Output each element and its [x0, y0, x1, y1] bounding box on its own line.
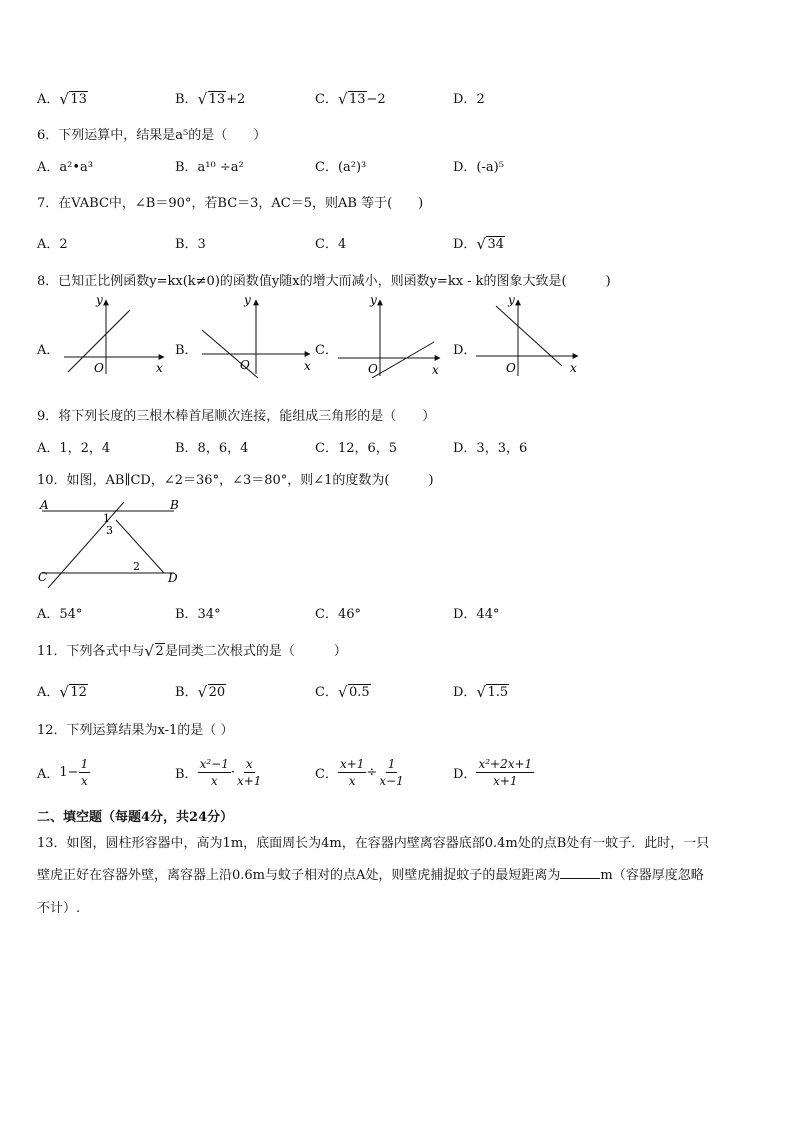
q8-option-c-letter: C． [315, 343, 338, 358]
q10-option-a: A．54° [37, 607, 83, 622]
q6-option-c: C．(a²)³ [315, 160, 367, 175]
angle-2: 2 [133, 560, 140, 573]
q8-graph-a [60, 292, 172, 378]
q7-stem: 7．在VABC中，∠B＝90°，若BC＝3，AC＝5，则AB 等于( ) [37, 196, 424, 211]
q8-graph-c [336, 292, 448, 378]
q8-b-x-label: x [304, 359, 311, 373]
q8-c-origin: O [368, 362, 378, 376]
q6-option-b: B．a¹⁰ ÷a² [175, 160, 244, 175]
q8-option-b-letter: B． [175, 343, 198, 358]
q10-option-c: C．46° [315, 607, 361, 622]
q8-b-origin: O [240, 358, 250, 372]
q12-option-a: A． 1− $\frac{1}{x}$ [37, 756, 89, 788]
q5-option-b: B．√ 13+2 [175, 88, 245, 107]
label-b: B [170, 498, 179, 512]
q13-line-3: 不计）. [37, 901, 81, 916]
q5-option-a: A．√ 13 [37, 88, 88, 107]
q7-option-a: A．2 [37, 237, 68, 252]
segment [116, 520, 164, 573]
q8-c-y-label: y [370, 293, 377, 307]
q8-stem: 8．已知正比例函数y=kx(k≠0)的函数值y随x的增大而减小，则函数y=kx - k的图象大致是( ) [37, 274, 611, 289]
q7-option-c: C．4 [315, 237, 347, 252]
q11-option-d: D．√ 1.5 [453, 681, 509, 700]
q11-option-a: A．√ 12 [37, 681, 88, 700]
q11-option-b: B．√ 20 [175, 681, 226, 700]
q12-option-d: D． $\frac{\text{x²+2x+1}}{x+1}$ [453, 756, 533, 788]
q9-option-a: A．1，2，4 [37, 441, 111, 456]
q13-line-1: 13．如图，圆柱形容器中，高为1m，底面周长为4m，在容器内壁离容器底部0.4m处的点B处有一蚊子．此时，一只 [37, 836, 710, 851]
q8-graph-b [198, 292, 318, 378]
q8-option-d-letter: D． [453, 343, 477, 358]
label-d: D [168, 571, 178, 585]
angle-3: 3 [106, 524, 113, 537]
q10-stem: 10．如图，AB∥CD，∠2＝36°，∠3＝80°，则∠1的度数为( ) [37, 473, 434, 488]
q8-d-origin: O [506, 361, 516, 375]
q11-option-c: C．√ 0.5 [315, 681, 371, 700]
q8-b-y-label: y [244, 293, 251, 307]
q12-option-b: B． $\frac{\text{x²−1}}{x}$ · $\frac{x}{x+1}$ [175, 756, 262, 788]
q8-a-x-label: x [156, 361, 163, 375]
q8-graph-d [474, 292, 586, 378]
q5-option-c: C．√ 13−2 [315, 88, 386, 107]
q9-option-d: D．3，3，6 [453, 441, 528, 456]
label-a: A [40, 498, 49, 512]
q9-option-c: C．12，6，5 [315, 441, 398, 456]
transversal [48, 502, 124, 588]
q12-stem: 12．下列运算结果为x-1的是（ ） [37, 723, 234, 738]
q8-a-origin: O [94, 361, 104, 375]
q7-option-d: D．√ 34 [453, 233, 505, 252]
q5-option-d: D．2 [453, 92, 485, 107]
q10-option-b: B．34° [175, 607, 221, 622]
q8-d-y-label: y [508, 293, 515, 307]
label-c: C [38, 570, 48, 584]
q8-c-x-label: x [432, 363, 439, 377]
q6-option-a: A．a²•a³ [37, 160, 93, 175]
q8-d-x-label: x [570, 361, 577, 375]
q12-option-c: C． $\frac{x+1}{x}$ ÷ $\frac{1}{x-1}$ [315, 756, 404, 788]
q9-option-b: B．8，6，4 [175, 441, 249, 456]
q13-line-2: 壁虎正好在容器外壁，离容器上沿0.6m与蚊子相对的点A处，则壁虎捕捉蚊子的最短距离为 m（容器厚度忽略 [37, 868, 704, 883]
q6-option-d: D．(-a)⁵ [453, 160, 504, 175]
q10-option-d: D．44° [453, 607, 500, 622]
q9-stem: 9．将下列长度的三根木棒首尾顺次连接，能组成三角形的是（ ） [37, 409, 436, 424]
angle-1: 1 [103, 512, 110, 525]
q6-stem: 6．下列运算中，结果是a⁵的是（ ） [37, 128, 267, 143]
q10-figure [34, 496, 194, 592]
q8-a-y-label: y [96, 293, 103, 307]
q11-stem: 11．下列各式中与√ 2是同类二次根式的是（ ） [37, 640, 347, 659]
q7-option-b: B．3 [175, 237, 206, 252]
q8-option-a-letter: A． [37, 343, 60, 358]
section-fill-in-title: 二、填空题（每题4分，共24分） [37, 810, 234, 825]
q13-answer-blank[interactable] [560, 878, 600, 879]
